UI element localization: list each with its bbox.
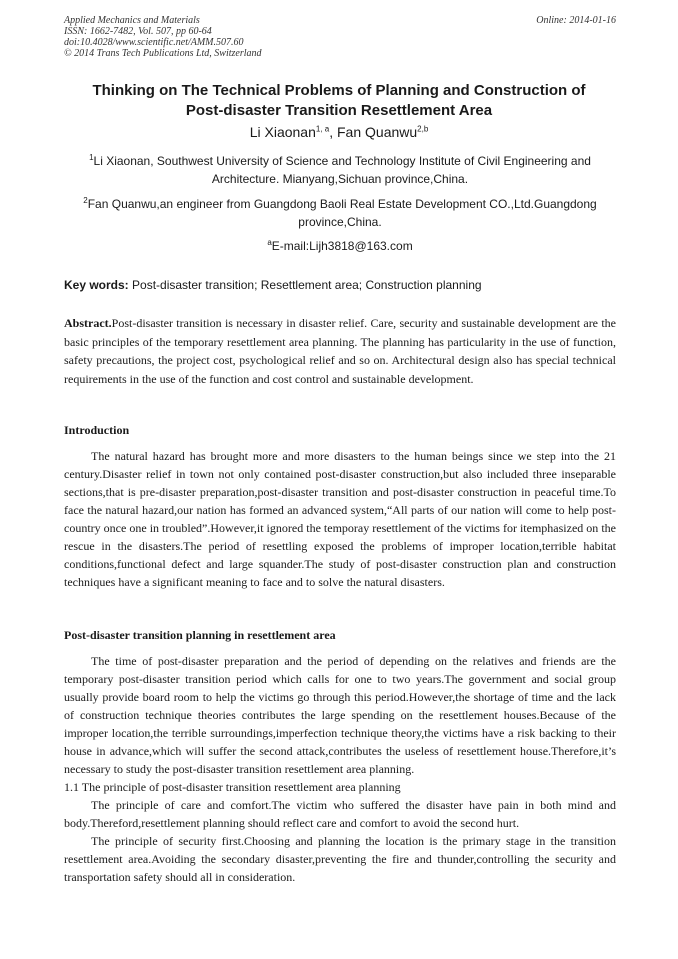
abstract-text: Post-disaster transition is necessary in disaster relief. Care, security and sustainable development are the basic principles of the temporary resettlement area planning. The planning has particularity in the use of function, safety precautions, the project cost, psychological relief and so on. Architectural design also has special technical requirements in the use of the function and cost control and sustainable development. xyxy=(64,316,616,386)
introduction-paragraph: The natural hazard has brought more and more disasters to the human beings since we step into the 21 century.Disaster relief in town not only contained post-disaster construction,but also included three inseparable sections,that is pre-disaster preparation,post-disaster transition and post-disaster construction in peaceful time.To face the natural hazard,our nation has formed an advanced system,“All parts of our nation will come to help post-country once one in troubled”.However,it ignored the temporay resettlement of the victims for itemphasized on the rescue in the disasters.The period of resettling exposed the problems of improper location,terrible habitat conditions,functional defect and large squander.The study of post-disaster construction plan and construction techniques have a significant meaning to face and to solve the natural disasters. xyxy=(64,449,616,589)
author-email xyxy=(64,237,616,255)
affiliation-2-text: Fan Quanwu,an engineer from Guangdong Baoli Real Estate Development CO.,Ltd.Guangdong province,China. xyxy=(87,197,597,229)
abstract-label: Abstract. xyxy=(64,316,112,330)
online-date: Online: 2014-01-16 xyxy=(536,15,616,26)
planning-section xyxy=(64,626,616,886)
author-2: Fan Quanwu xyxy=(337,124,418,140)
planning-paragraph-2: The principle of care and comfort.The victim who suffered the disaster have pain in both mind and body.Thereford,resettlement planning should reflect care and comfort to avoid the second hurt. xyxy=(64,798,616,830)
introduction-heading: Introduction xyxy=(64,423,130,437)
paper-title xyxy=(40,81,638,121)
planning-paragraph-1: The time of post-disaster preparation and the period of depending on the relatives and friends are the temporary post-disaster transition period which calls for one to two years.The government and social group usually provide board room to help the victims go through this period.However,the shortage of time and the lack of construction technique theories contributes the large spending on the resettlement houses.Because of the improper location,the terrible surroundings,imperfection technique theory,the victims have a risk backing to their house in advance,which will suffer the second attack,contributes the useless of resettlement house.Therefore,it’s necessary to study the post-disaster transition resettlement area planning. xyxy=(64,654,616,776)
affiliation-2-number: 2 xyxy=(83,196,88,205)
affiliation-1-number: 1 xyxy=(89,153,94,162)
author-separator: , xyxy=(329,124,337,140)
affiliation-1 xyxy=(64,152,616,188)
authors xyxy=(40,123,638,141)
issn: ISSN: 1662-7482, Vol. 507, pp 60-64 xyxy=(64,26,212,37)
title-line-1: Thinking on The Technical Problems of Planning and Construction of xyxy=(92,82,586,99)
affiliation-1-text: Li Xiaonan, Southwest University of Science and Technology Institute of Civil Engineering and Architecture. Mianyang,Sichuan province,China. xyxy=(93,154,591,186)
planning-heading: Post-disaster transition planning in resettlement area xyxy=(64,628,336,642)
copyright: © 2014 Trans Tech Publications Ltd, Switzerland xyxy=(64,48,262,59)
email-text: E-mail:Lijh3818@163.com xyxy=(271,239,413,253)
keywords-label: Key words: xyxy=(64,278,129,292)
keywords-text: Post-disaster transition; Resettlement area; Construction planning xyxy=(132,278,482,292)
author-2-affiliation: 2,b xyxy=(417,124,429,134)
journal-name: Applied Mechanics and Materials xyxy=(64,15,200,26)
abstract xyxy=(64,314,616,388)
journal-header xyxy=(64,15,616,59)
email-marker: a xyxy=(267,238,272,247)
keywords xyxy=(64,276,616,294)
introduction-section xyxy=(64,421,616,591)
author-1-affiliation: 1, a xyxy=(315,124,330,134)
title-line-2: Post-disaster Transition Resettlement Area xyxy=(185,102,493,119)
author-1: Li Xiaonan xyxy=(249,124,316,140)
affiliation-2 xyxy=(64,195,616,231)
planning-paragraph-3: The principle of security first.Choosing and planning the location is the primary stage in the transition resettlement area.Avoiding the secondary disaster,preventing the fire and thunder,controlling the security and transportation safety should all in consideration. xyxy=(64,834,616,884)
subsection-1-1-heading: 1.1 The principle of post-disaster transition resettlement area planning xyxy=(64,780,401,794)
doi: doi:10.4028/www.scientific.net/AMM.507.60 xyxy=(64,37,244,48)
